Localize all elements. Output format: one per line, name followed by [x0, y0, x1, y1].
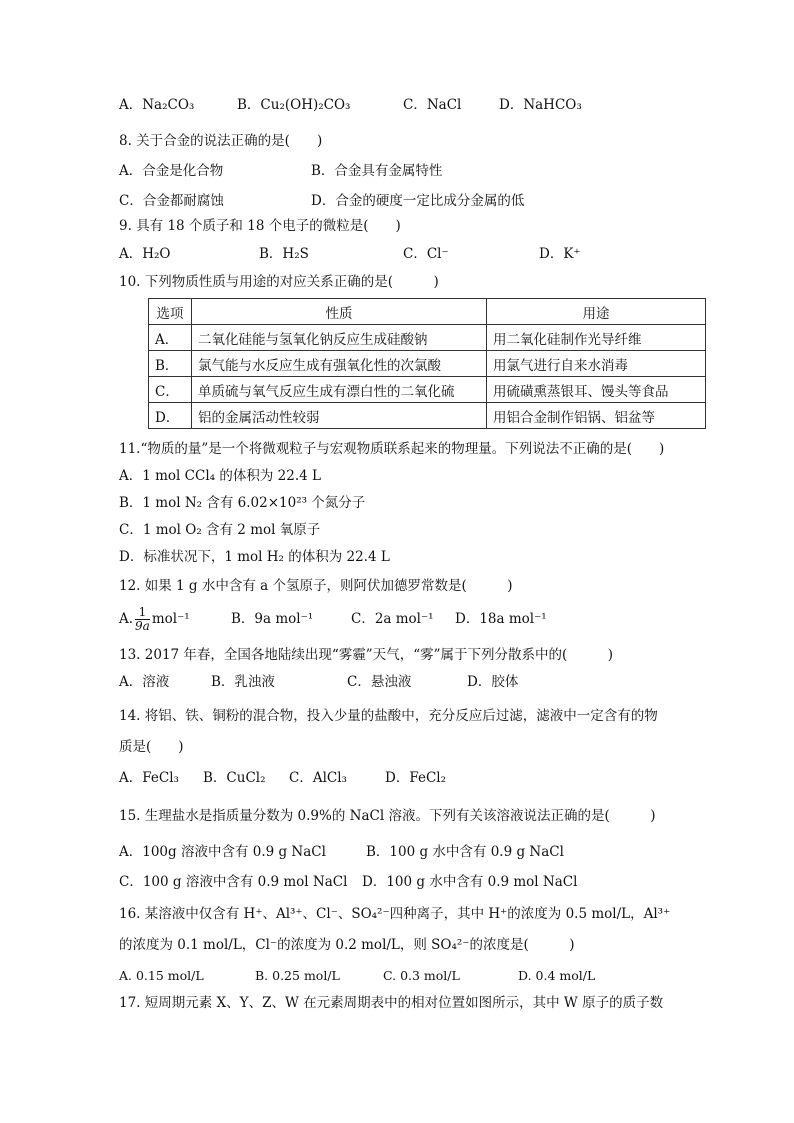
q9-option-a: A．H₂O — [119, 246, 171, 262]
q9-option-b: B．H₂S — [259, 246, 309, 262]
table-cell: 用二氧化硅制作光导纤维 — [487, 325, 706, 351]
q15-options-cd — [119, 873, 577, 891]
q14-stem-line1: 14. 将铝、铁、铜粉的混合物，投入少量的盐酸中，充分反应后过滤，滤液中一定含有的物 — [119, 708, 658, 724]
table-row — [149, 325, 706, 351]
q7-option-c: C．NaCl — [403, 97, 462, 113]
q8-stem: 8. 关于合金的说法正确的是( ) — [119, 133, 323, 149]
table-cell: C． — [149, 377, 192, 403]
q13-option-a: A．溶液 — [119, 674, 170, 690]
q12-option-a-unit: mol⁻¹ — [151, 611, 190, 627]
q12-option-c: C．2a mol⁻¹ — [351, 611, 434, 627]
table-cell: D． — [149, 403, 192, 429]
q8-options-cd — [119, 192, 524, 210]
q12-options — [119, 603, 547, 635]
q17-stem: 17. 短周期元素 X、Y、Z、W 在元素周期表中的相对位置如图所示，其中 W 原子的质子数 — [119, 995, 664, 1011]
q16-option-a: A. 0.15 mol/L — [119, 968, 204, 983]
q11-option-a: A．1 mol CCl₄ 的体积为 22.4 L — [119, 468, 321, 484]
q14-stem-line2: 质是( ) — [119, 739, 184, 755]
table-header: 性质 — [192, 299, 487, 325]
q16-options — [119, 967, 595, 985]
q9-stem: 9. 具有 18 个质子和 18 个电子的微粒是( ) — [119, 218, 401, 234]
q8-options-ab — [119, 162, 442, 180]
q14-option-d: D．FeCl₂ — [385, 770, 447, 786]
q14-option-b: B．CuCl₂ — [203, 770, 266, 786]
q12-option-a-prefix: A. — [119, 611, 134, 627]
table-cell: 用氯气进行自来水消毒 — [487, 351, 706, 377]
q11-stem: 11.“物质的量”是一个将微观粒子与宏观物质联系起来的物理量。下列说法不正确的是( ) — [119, 441, 665, 457]
q8-option-d: D．合金的硬度一定比成分金属的低 — [311, 193, 525, 209]
q16-option-b: B. 0.25 mol/L — [255, 968, 340, 983]
table-header: 选项 — [149, 299, 192, 325]
table-cell: 二氧化硅能与氢氧化钠反应生成硅酸钠 — [192, 325, 487, 351]
q14-option-a: A．FeCl₃ — [119, 770, 179, 786]
q16-stem-line1: 16. 某溶液中仅含有 H⁺、Al³⁺、Cl⁻、SO₄²⁻四种离子，其中 H⁺的浓度为 0.5 mol/L，Al³⁺ — [119, 906, 671, 922]
q15-options-ab — [119, 843, 564, 861]
q16-option-d: D. 0.4 mol/L — [518, 968, 596, 983]
q15-stem: 15. 生理盐水是指质量分数为 0.9%的 NaCl 溶液。下列有关该溶液说法正确的是( ) — [119, 808, 656, 824]
q13-option-d: D．胶体 — [467, 674, 519, 690]
q8-option-c: C．合金都耐腐蚀 — [119, 193, 224, 209]
q7-option-a: A．Na₂CO₃ — [119, 97, 195, 113]
table-cell: 铝的金属活动性较弱 — [192, 403, 487, 429]
q16-stem-line2: 的浓度为 0.1 mol/L，Cl⁻的浓度为 0.2 mol/L，则 SO₄²⁻的浓度是( ) — [119, 937, 575, 953]
q11-option-d: D．标准状况下，1 mol H₂ 的体积为 22.4 L — [119, 549, 390, 565]
fraction-denominator: 9a — [135, 619, 150, 633]
q8-option-b: B．合金具有金属特性 — [311, 163, 443, 179]
q13-stem: 13. 2017 年春，全国各地陆续出现“雾霾”天气，“雾”属于下列分散系中的( ) — [119, 647, 614, 663]
q15-option-b: B．100 g 水中含有 0.9 g NaCl — [366, 844, 564, 860]
q7-option-d: D．NaHCO₃ — [499, 97, 582, 113]
q12-option-a — [119, 603, 231, 635]
table-cell: A． — [149, 325, 192, 351]
q12-option-d: D．18a mol⁻¹ — [455, 611, 547, 627]
q12-option-b: B．9a mol⁻¹ — [231, 611, 314, 627]
q15-option-d: D．100 g 水中含有 0.9 mol NaCl — [362, 874, 578, 890]
table-header: 用途 — [487, 299, 706, 325]
q11-option-c: C．1 mol O₂ 含有 2 mol 氧原子 — [119, 522, 321, 538]
q10-table — [148, 298, 706, 429]
q14-option-c: C．AlCl₃ — [289, 770, 347, 786]
table-cell: 用硫磺熏蒸银耳、馒头等食品 — [487, 377, 706, 403]
table-row — [149, 351, 706, 377]
q9-options — [119, 245, 581, 263]
fraction — [135, 606, 150, 633]
table-cell: 单质硫与氧气反应生成有漂白性的二氧化硫 — [192, 377, 487, 403]
q13-option-c: C．悬浊液 — [347, 674, 412, 690]
q15-option-a: A．100g 溶液中含有 0.9 g NaCl — [119, 844, 326, 860]
q12-stem: 12. 如果 1 g 水中含有 a 个氢原子，则阿伏加德罗常数是( ) — [119, 578, 513, 594]
table-header-row — [149, 299, 706, 325]
q9-option-c: C．Cl⁻ — [403, 246, 449, 262]
q9-option-d: D．K⁺ — [539, 246, 581, 262]
table-row — [149, 377, 706, 403]
q13-option-b: B．乳浊液 — [211, 674, 275, 690]
q7-option-b: B．Cu₂(OH)₂CO₃ — [237, 97, 351, 113]
q14-options — [119, 769, 446, 787]
q16-option-c: C. 0.3 mol/L — [383, 968, 460, 983]
fraction-numerator: 1 — [135, 606, 150, 620]
table-row — [149, 403, 706, 429]
q10-stem: 10. 下列物质性质与用途的对应关系正确的是( ) — [119, 274, 439, 290]
q7-options — [119, 96, 582, 114]
q8-option-a: A．合金是化合物 — [119, 163, 224, 179]
table-cell: 用铝合金制作铝锅、铝盆等 — [487, 403, 706, 429]
q13-options — [119, 673, 518, 691]
table-cell: 氯气能与水反应生成有强氧化性的次氯酸 — [192, 351, 487, 377]
table-cell: B． — [149, 351, 192, 377]
q15-option-c: C．100 g 溶液中含有 0.9 mol NaCl — [119, 874, 348, 890]
q11-option-b: B．1 mol N₂ 含有 6.02×10²³ 个氮分子 — [119, 495, 366, 511]
